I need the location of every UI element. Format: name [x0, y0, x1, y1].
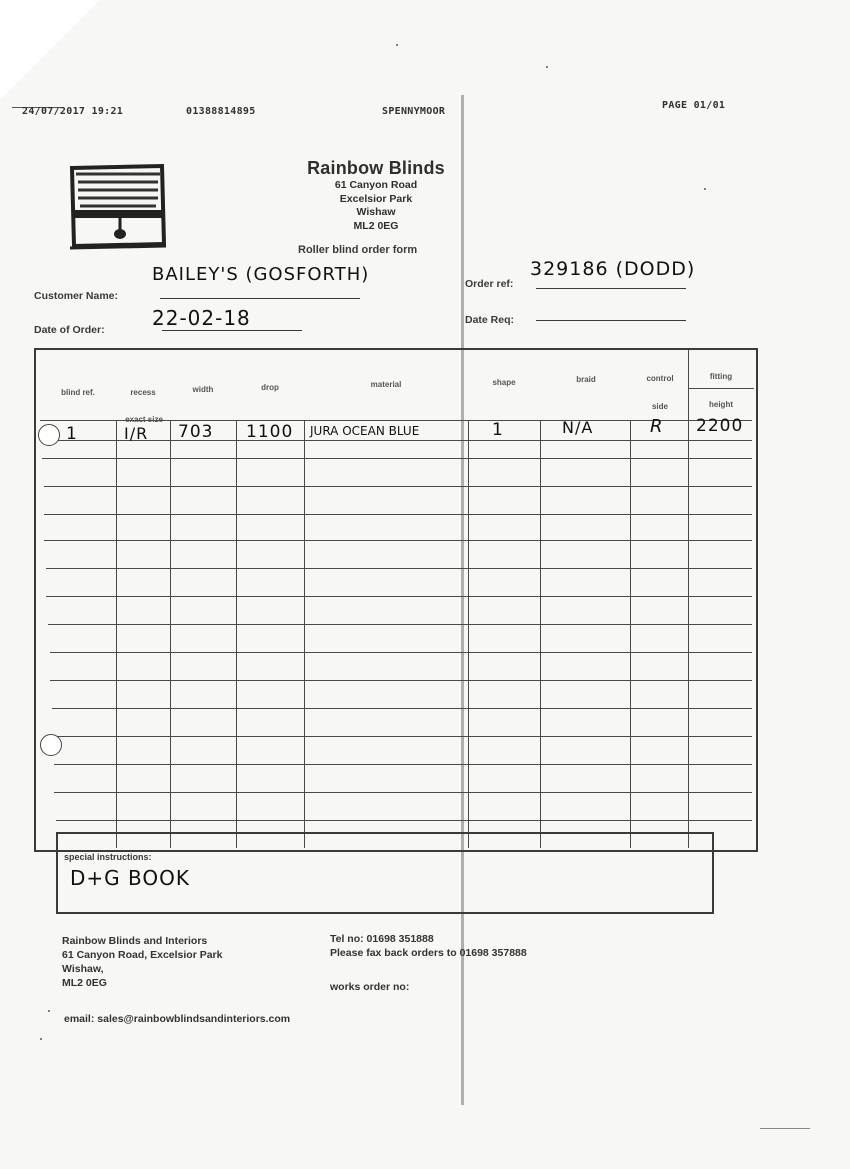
- header-control: control: [646, 374, 674, 383]
- cell-material[interactable]: JURA OCEAN BLUE: [310, 424, 420, 438]
- footer-email[interactable]: email: sales@rainbowblindsandinteriors.com: [64, 1013, 291, 1025]
- table-rule: [50, 680, 752, 681]
- header-braid: braid: [576, 375, 596, 384]
- footer-works-order: works order no:: [330, 981, 410, 993]
- date-of-order-line: [162, 330, 302, 331]
- order-ref-line: [536, 288, 686, 289]
- footer-line: Wishaw,: [62, 963, 104, 975]
- cell-shape[interactable]: 1: [492, 420, 504, 440]
- cell-braid[interactable]: N/A: [562, 418, 594, 437]
- column-divider: [170, 420, 171, 848]
- address-line: Excelsior Park: [339, 192, 413, 205]
- header-fitting: fitting: [709, 372, 733, 381]
- order-ref-value[interactable]: 329186 (DODD): [530, 258, 696, 280]
- punch-hole: [38, 424, 60, 446]
- header-blind-ref: blind ref.: [61, 388, 95, 397]
- column-divider: [630, 420, 631, 848]
- scan-mark: [760, 1128, 810, 1129]
- table-rule: [46, 596, 752, 597]
- punch-hole: [40, 734, 62, 756]
- fax-location: SPENNYMOOR: [382, 106, 446, 117]
- column-divider: [304, 420, 305, 848]
- scan-speck: [48, 1010, 50, 1012]
- column-divider: [468, 420, 469, 848]
- form-title: Roller blind order form: [298, 244, 418, 256]
- cell-control-side[interactable]: R: [650, 416, 664, 437]
- scan-speck: [704, 188, 706, 190]
- column-divider: [116, 420, 117, 848]
- footer-tel: Tel no: 01698 351888: [330, 933, 434, 945]
- folded-corner: [0, 0, 100, 100]
- footer-line: Rainbow Blinds and Interiors: [62, 935, 208, 947]
- address-line: ML2 0EG: [353, 219, 399, 232]
- table-rule: [54, 764, 752, 765]
- table-rule: [40, 420, 752, 421]
- order-ref-label: Order ref:: [465, 278, 514, 290]
- header-recess: recess: [130, 388, 156, 397]
- cell-width[interactable]: 703: [178, 422, 214, 442]
- blind-logo-icon: [66, 162, 170, 250]
- subheader-side: side: [651, 402, 668, 411]
- table-rule: [44, 486, 752, 487]
- table-rule: [52, 708, 752, 709]
- special-instructions-value[interactable]: D+G BOOK: [70, 866, 190, 890]
- table-rule: [54, 792, 752, 793]
- column-divider: [236, 420, 237, 848]
- subheader-exact-size: exact size: [125, 415, 163, 424]
- date-of-order-value[interactable]: 22-02-18: [152, 306, 251, 330]
- fax-number: 01388814895: [186, 106, 256, 117]
- table-rule: [48, 624, 752, 625]
- company-name: Rainbow Blinds: [307, 158, 445, 178]
- header-material: material: [370, 380, 402, 389]
- cell-drop[interactable]: 1100: [246, 422, 294, 442]
- table-rule: [42, 458, 752, 459]
- scan-speck: [40, 1038, 42, 1040]
- table-rule: [44, 514, 752, 515]
- date-req-label: Date Req:: [465, 314, 515, 326]
- fax-date-time: 24/07/2017 19:21: [22, 106, 124, 117]
- customer-name-line: [160, 298, 360, 299]
- column-divider: [688, 350, 689, 848]
- customer-name-value[interactable]: BAILEY'S (GOSFORTH): [152, 264, 370, 285]
- table-rule: [56, 820, 752, 821]
- table-rule: [52, 736, 752, 737]
- footer-fax-back: Please fax back orders to 01698 357888: [330, 947, 527, 959]
- footer-line: 61 Canyon Road, Excelsior Park: [62, 949, 223, 961]
- scan-speck: [396, 44, 398, 46]
- table-rule: [46, 568, 752, 569]
- date-req-line[interactable]: [536, 320, 686, 321]
- cell-blind-ref[interactable]: 1: [66, 424, 78, 444]
- table-rule: [50, 652, 752, 653]
- footer-address: [62, 934, 222, 990]
- header-width: width: [192, 385, 214, 394]
- header-drop: drop: [261, 383, 279, 392]
- header-shape: shape: [492, 378, 516, 387]
- column-divider: [540, 420, 541, 848]
- special-instructions-label: special instructions:: [64, 852, 152, 862]
- cell-recess[interactable]: I/R: [124, 424, 149, 443]
- company-header: [270, 158, 482, 233]
- scan-speck: [546, 66, 548, 68]
- subheader-height: height: [709, 400, 733, 409]
- footer-line: ML2 0EG: [62, 977, 107, 989]
- fax-page: PAGE 01/01: [662, 100, 726, 111]
- cell-fitting-height[interactable]: 2200: [696, 416, 744, 436]
- customer-name-label: Customer Name:: [34, 290, 119, 302]
- date-of-order-label: Date of Order:: [34, 324, 105, 336]
- table-rule: [44, 540, 752, 541]
- fitting-header-rule: [688, 388, 754, 389]
- address-line: 61 Canyon Road: [334, 179, 418, 191]
- address-line: Wishaw: [356, 206, 396, 218]
